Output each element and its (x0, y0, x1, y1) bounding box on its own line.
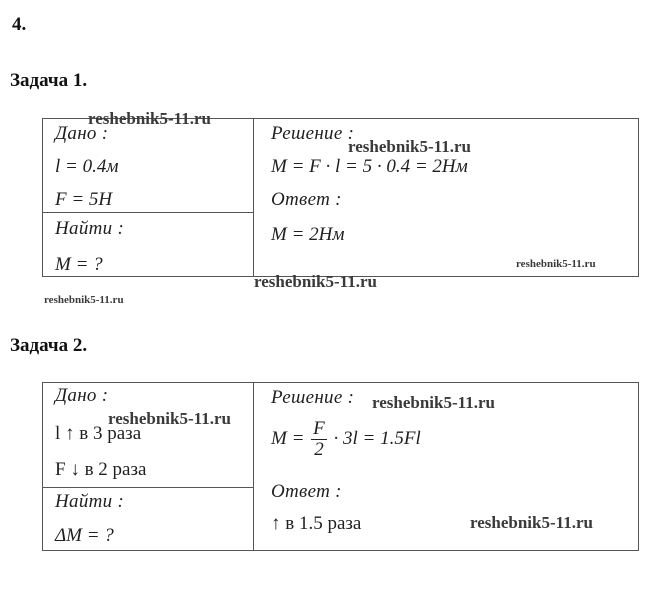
task2-title: Задача 2. (10, 335, 88, 356)
task1-answer-label: Ответ : (271, 189, 342, 210)
task2-find-moment: ΔM = ? (55, 525, 114, 546)
task1-solution-formula: M = F · l = 5 · 0.4 = 2Hм (271, 156, 468, 177)
task2-solution-label: Решение : (271, 387, 355, 408)
watermark: reshebnik5-11.ru (254, 272, 377, 291)
task2-find-label: Найти : (55, 491, 125, 512)
section-number: 4. (12, 14, 27, 35)
task1-row-divider (43, 212, 253, 213)
watermark: reshebnik5-11.ru (348, 137, 471, 156)
watermark: reshebnik5-11.ru (108, 409, 231, 428)
task2-given-length: l ↑ в 3 раза (55, 423, 142, 444)
task1-solution-label: Решение : (271, 123, 355, 144)
task2-row-divider (43, 487, 253, 488)
task2-fraction-denominator: 2 (314, 439, 324, 460)
task1-table (42, 118, 639, 277)
task2-given-force: F ↓ в 2 раза (55, 459, 147, 480)
task1-given-length: l = 0.4м (55, 156, 119, 177)
task2-formula-rhs: · 3l = 1.5Fl (333, 427, 421, 449)
watermark: reshebnik5-11.ru (516, 258, 596, 270)
task1-find-label: Найти : (55, 218, 125, 239)
task1-answer-value: M = 2Hм (271, 224, 345, 245)
task1-title: Задача 1. (10, 70, 88, 91)
task2-fraction-numerator: F (313, 418, 325, 439)
task2-given-label: Дано : (55, 385, 109, 406)
task2-answer-value: ↑ в 1.5 раза (271, 513, 362, 534)
task2-answer-label: Ответ : (271, 481, 342, 502)
watermark: reshebnik5-11.ru (88, 109, 211, 128)
task2-formula-lhs: M = (271, 427, 305, 449)
task1-given-force: F = 5H (55, 189, 113, 210)
task2-column-divider (253, 383, 254, 550)
task1-column-divider (253, 119, 254, 276)
watermark: reshebnik5-11.ru (44, 294, 124, 306)
task1-find-moment: M = ? (55, 254, 103, 275)
task1-given-label: Дано : (55, 123, 109, 144)
watermark: reshebnik5-11.ru (372, 393, 495, 412)
watermark: reshebnik5-11.ru (470, 513, 593, 532)
task2-solution-formula (271, 419, 421, 460)
task2-formula-fraction (311, 419, 327, 460)
